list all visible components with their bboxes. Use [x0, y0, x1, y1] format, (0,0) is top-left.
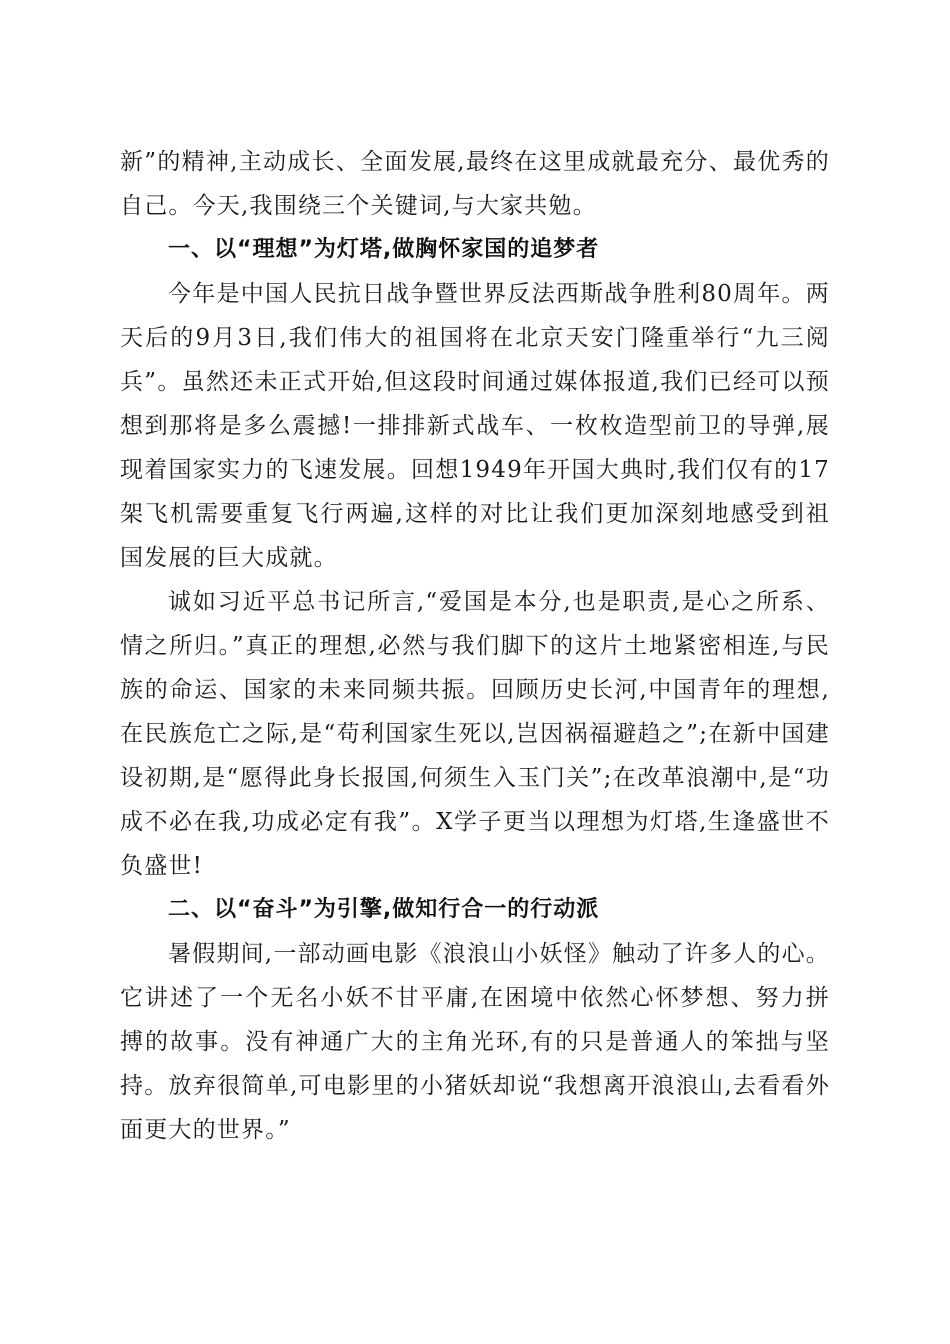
paragraph-1: 今年是中国人民抗日战争暨世界反法西斯战争胜利80周年。两天后的9月3日,我们伟大的祖国将在北京天安门隆重举行“九三阅兵”。虽然还未正式开始,但这段时间通过媒体报道,我们已经可以预想到那将是多么震撼!一排排新式战车、一枚枚造型前卫的导弹,展现着国家实力的飞速发展。回想1949年开国大典时,我们仅有的17架飞机需要重复飞行两遍,这样的对比让我们更加深刻地感受到祖国发展的巨大成就。: [120, 281, 830, 571]
section-heading-1: 一、以“理想”为灯塔,做胸怀家国的追梦者: [168, 237, 600, 262]
paragraph-3: 暑假期间,一部动画电影《浪浪山小妖怪》触动了许多人的心。它讲述了一个无名小妖不甘平庸,在困境中依然心怀梦想、努力拼搏的故事。没有神通广大的主角光环,有的只是普通人的笨拙与坚持。放弃很简单,可电影里的小猪妖却说“我想离开浪浪山,去看看外面更大的世界。”: [120, 941, 830, 1143]
document-body: [120, 140, 830, 1152]
section-heading-2: 二、以“奋斗”为引擎,做知行合一的行动派: [168, 897, 600, 922]
paragraph-2: 诚如习近平总书记所言,“爱国是本分,也是职责,是心之所系、情之所归。”真正的理想,必然与我们脚下的这片土地紧密相连,与民族的命运、国家的未来同频共振。回顾历史长河,中国青年的理想,在民族危亡之际,是“苟利国家生死以,岂因祸福避趋之”;在新中国建设初期,是“愿得此身长报国,何须生入玉门关”;在改革浪潮中,是“功成不必在我,功成必定有我”。X学子更当以理想为灯塔,生逢盛世不负盛世!: [120, 589, 830, 879]
paragraph-continued: 新”的精神,主动成长、全面发展,最终在这里成就最充分、最优秀的自己。今天,我围绕三个关键词,与大家共勉。: [120, 149, 830, 219]
